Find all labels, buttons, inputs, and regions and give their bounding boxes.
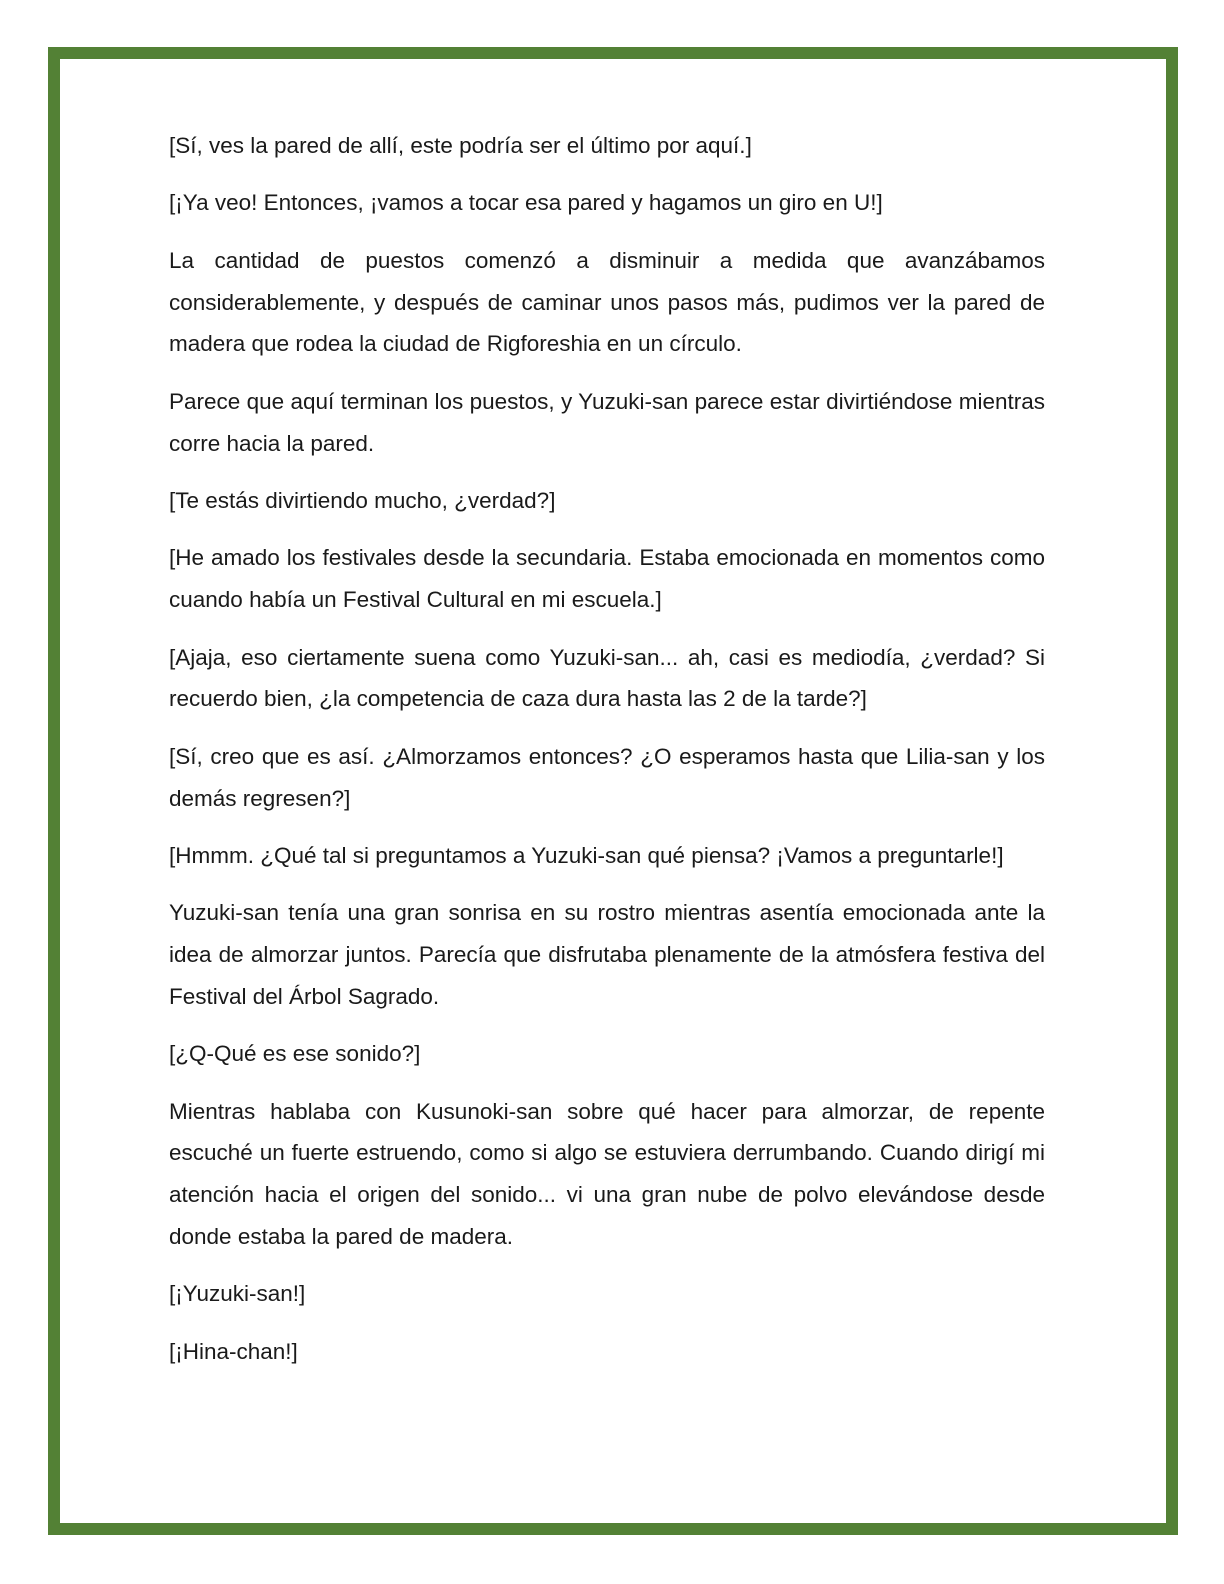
page-border (48, 47, 1178, 1535)
paragraph: Yuzuki-san tenía una gran sonrisa en su rostro mientras asentía emocionada ante la idea de almorzar juntos. Parecía que disfrutaba plenamente de la atmósfera festiva del Festival del Árbol Sagrado. (169, 900, 1045, 1009)
paragraph: [Ajaja, eso ciertamente suena como Yuzuki-san... ah, casi es mediodía, ¿verdad? Si recuerdo bien, ¿la competencia de caza dura hasta las 2 de la tarde?] (169, 644, 1045, 712)
paragraph: [Te estás divirtiendo mucho, ¿verdad?] (169, 487, 556, 513)
paragraph: Parece que aquí terminan los puestos, y Yuzuki-san parece estar divirtiéndose mientras corre hacia la pared. (169, 388, 1045, 456)
paragraph: [Hmmm. ¿Qué tal si preguntamos a Yuzuki-san qué piensa? ¡Vamos a preguntarle!] (169, 842, 1004, 868)
paragraph: [¿Q-Qué es ese sonido?] (169, 1041, 421, 1067)
paragraph: [Sí, ves la pared de allí, este podría ser el último por aquí.] (169, 133, 752, 158)
paragraph: [¡Ya veo! Entonces, ¡vamos a tocar esa pared y hagamos un giro en U!] (169, 190, 883, 216)
paragraph: [Sí, creo que es así. ¿Almorzamos entonces? ¿O esperamos hasta que Lilia-san y los demás regresen?] (169, 743, 1045, 811)
paragraph: La cantidad de puestos comenzó a disminuir a medida que avanzábamos considerablemente, y después de caminar unos pasos más, pudimos ver la pared de madera que rodea la ciudad de Rigforeshia en un círculo. (169, 247, 1045, 357)
document-body (169, 125, 1045, 1373)
paragraph: Mientras hablaba con Kusunoki-san sobre qué hacer para almorzar, de repente escuché un fuerte estruendo, como si algo se estuviera derrumbando. Cuando dirigí mi atención hacia el origen del sonido... vi una gran nube de polvo elevándose desde donde estaba la pared de madera. (169, 1098, 1045, 1250)
paragraph: [He amado los festivales desde la secundaria. Estaba emocionada en momentos como cuando había un Festival Cultural en mi escuela.] (169, 545, 1045, 613)
paragraph: [¡Hina-chan!] (169, 1338, 298, 1364)
paragraph: [¡Yuzuki-san!] (169, 1281, 306, 1307)
